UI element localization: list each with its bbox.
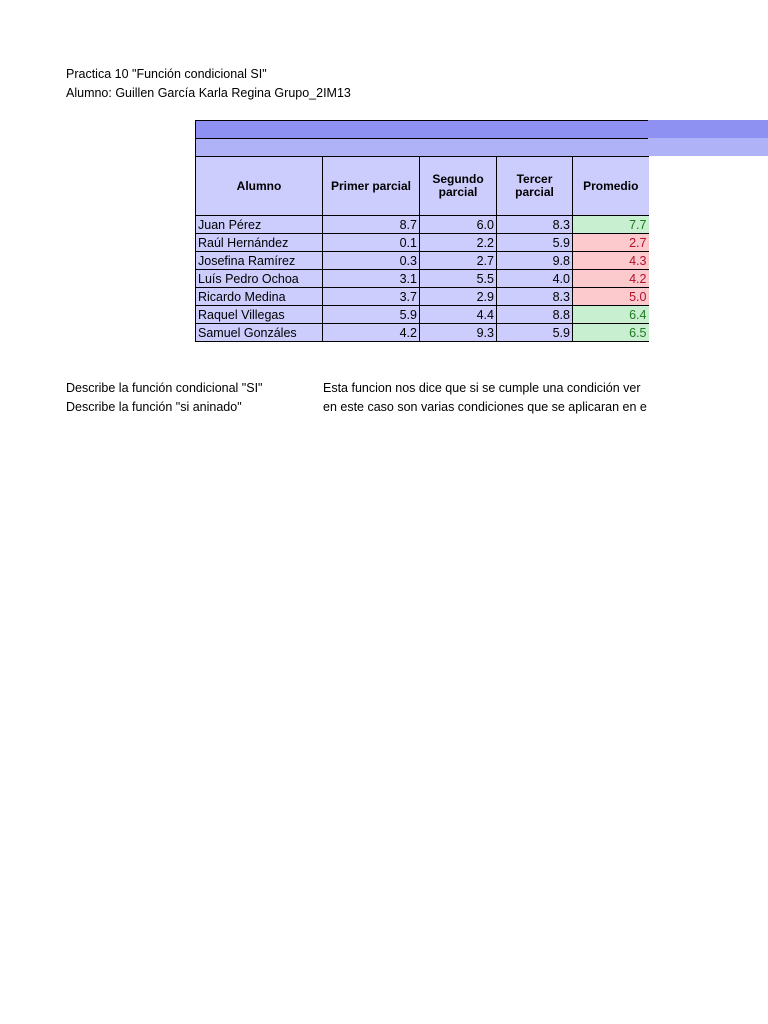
cell-promedio[interactable]: 4.3 xyxy=(573,252,649,270)
cell-primer-parcial[interactable]: 0.3 xyxy=(323,252,420,270)
cell-promedio[interactable]: 7.7 xyxy=(573,216,649,234)
cell-promedio[interactable]: 2.7 xyxy=(573,234,649,252)
cell-primer-parcial[interactable]: 3.1 xyxy=(323,270,420,288)
cell-tercer-parcial[interactable]: 9.8 xyxy=(497,252,573,270)
cell-promedio[interactable]: 5.0 xyxy=(573,288,649,306)
cell-tercer-parcial[interactable]: 5.9 xyxy=(497,324,573,342)
cell-primer-parcial[interactable]: 8.7 xyxy=(323,216,420,234)
column-header-alumno[interactable]: Alumno xyxy=(196,157,323,216)
answer-si-text[interactable]: Esta funcion nos dice que si se cumple una condición ver xyxy=(323,381,641,395)
cell-tercer-parcial[interactable]: 8.3 xyxy=(497,288,573,306)
cell-alumno[interactable]: Ricardo Medina xyxy=(196,288,323,306)
cell-alumno[interactable]: Juan Pérez xyxy=(196,216,323,234)
student-info: Alumno: Guillen García Karla Regina Grupo_2IM13 xyxy=(66,86,351,100)
cell-segundo-parcial[interactable]: 2.9 xyxy=(420,288,497,306)
cell-alumno[interactable]: Josefina Ramírez xyxy=(196,252,323,270)
cell-promedio[interactable]: 6.4 xyxy=(573,306,649,324)
answer-si-anidado-text[interactable]: en este caso son varias condiciones que se aplicaran en e xyxy=(323,400,647,414)
cell-segundo-parcial[interactable]: 6.0 xyxy=(420,216,497,234)
column-header-tercer-parcial[interactable]: Tercer parcial xyxy=(497,157,573,216)
cell-primer-parcial[interactable]: 0.1 xyxy=(323,234,420,252)
cell-primer-parcial[interactable]: 5.9 xyxy=(323,306,420,324)
cell-segundo-parcial[interactable]: 2.2 xyxy=(420,234,497,252)
cell-primer-parcial[interactable]: 4.2 xyxy=(323,324,420,342)
cell-primer-parcial[interactable]: 3.7 xyxy=(323,288,420,306)
cell-segundo-parcial[interactable]: 4.4 xyxy=(420,306,497,324)
column-header-primer-parcial[interactable]: Primer parcial xyxy=(323,157,420,216)
cell-alumno[interactable]: Raúl Hernández xyxy=(196,234,323,252)
cell-tercer-parcial[interactable]: 8.3 xyxy=(497,216,573,234)
cell-alumno[interactable]: Luís Pedro Ochoa xyxy=(196,270,323,288)
column-header-promedio[interactable]: Promedio xyxy=(573,157,649,216)
cell-tercer-parcial[interactable]: 4.0 xyxy=(497,270,573,288)
cell-promedio[interactable]: 4.2 xyxy=(573,270,649,288)
cell-tercer-parcial[interactable]: 8.8 xyxy=(497,306,573,324)
cell-promedio[interactable]: 6.5 xyxy=(573,324,649,342)
cell-segundo-parcial[interactable]: 9.3 xyxy=(420,324,497,342)
cell-segundo-parcial[interactable]: 5.5 xyxy=(420,270,497,288)
column-header-segundo-parcial[interactable]: Segundo parcial xyxy=(420,157,497,216)
cell-alumno[interactable]: Raquel Villegas xyxy=(196,306,323,324)
question-si-anidado-label: Describe la función "si aninado" xyxy=(66,400,242,414)
question-si-label: Describe la función condicional "SI" xyxy=(66,381,263,395)
cell-tercer-parcial[interactable]: 5.9 xyxy=(497,234,573,252)
sheet-title: Practica 10 "Función condicional SI" xyxy=(66,67,267,81)
cell-segundo-parcial[interactable]: 2.7 xyxy=(420,252,497,270)
cell-alumno[interactable]: Samuel Gonzáles xyxy=(196,324,323,342)
